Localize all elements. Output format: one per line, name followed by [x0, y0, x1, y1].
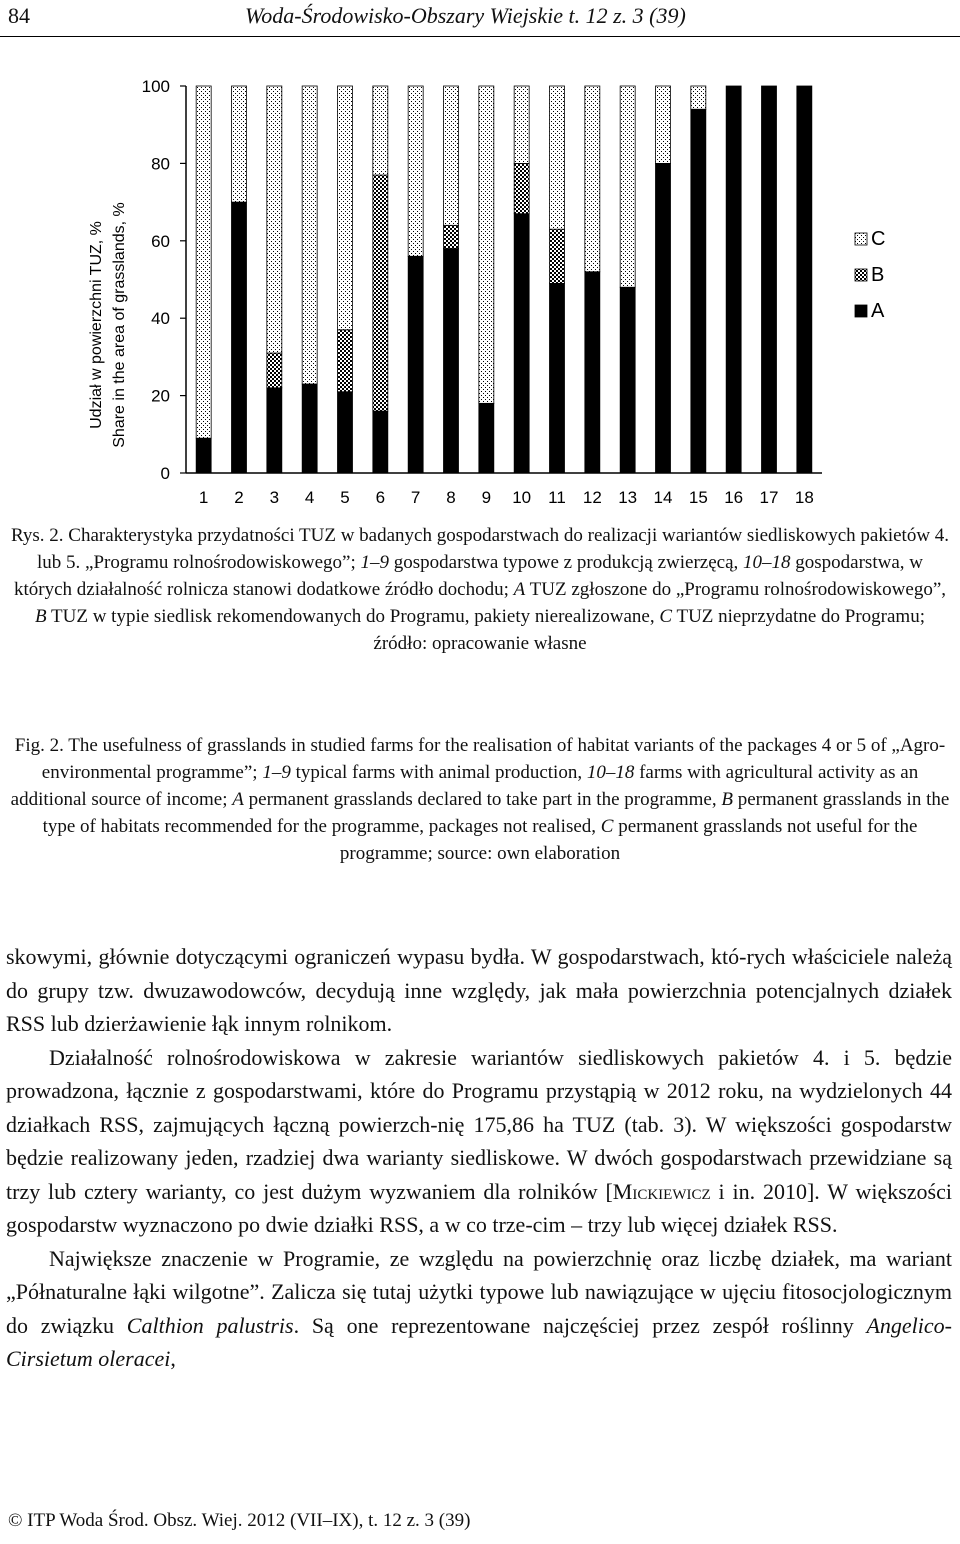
paragraph-text: Największe znaczenie w Programie, ze względu na powierzchnię oraz liczbę działek, ma wariant „Półnaturalne łąki wilgotne”. Zalicza się tutaj użytki typowe lub nawiązujące w ujęciu fitosocjologicznym do związku — [6, 1245, 952, 1338]
legend-label-C: C — [871, 228, 886, 250]
bar-segment-C-4 — [302, 86, 317, 384]
journal-title: Woda-Środowisko-Obszary Wiejskie t. 12 z. 3 (39) — [245, 3, 686, 28]
bar-segment-A-3 — [267, 388, 282, 473]
y-tick-label: 40 — [151, 309, 170, 329]
caption-key: C — [659, 606, 673, 627]
citation-author: Mickiewicz — [612, 1178, 711, 1204]
caption-text: typical farms with animal production, — [290, 762, 587, 783]
caption-text: TUZ w typie siedlisk rekomendowanych do Programu, pakiety nierealizowane, — [46, 606, 660, 627]
bar-segment-C-5 — [338, 86, 353, 330]
x-tick-label: 8 — [446, 488, 456, 507]
paragraph-text: , — [170, 1346, 176, 1371]
caption-label: Rys. 2. — [10, 525, 64, 546]
bar-segment-C-9 — [479, 86, 494, 403]
bar-segment-B-8 — [444, 225, 459, 248]
page-footer: © ITP Woda Środ. Obsz. Wiej. 2012 (VII–IX), t. 12 z. 3 (39) — [8, 1510, 471, 1531]
caption-key: A — [232, 789, 244, 810]
paragraph-text: . Są one reprezentowane najczęściej przez zespół roślinny — [293, 1312, 867, 1338]
caption-key: 10–18 — [586, 762, 635, 783]
bar-segment-C-14 — [656, 86, 671, 163]
x-tick-label: 9 — [481, 488, 492, 507]
bar-segment-C-1 — [196, 86, 211, 438]
bar-segment-A-13 — [620, 287, 635, 473]
paragraph: skowymi, głównie dotyczącymi ograniczeń wypasu bydła. W gospodarstwach, któ-rych właściciele należą do grupy tzw. dwuzawodowców, decydują inne względy, jak mała powierzchnia potencjalnych działek RSS lub dzierżawienie łąk innym rolnikom. — [6, 944, 952, 1036]
caption-text: gospodarstwa typowe z produkcją zwierzęcą, — [389, 552, 744, 573]
bar-segment-A-10 — [514, 214, 529, 473]
y-tick-label: 0 — [160, 464, 170, 483]
legend-swatch-C — [855, 233, 867, 245]
paragraph — [6, 1041, 952, 1242]
caption-text: permanent grasslands in the type of habitats recommended for the programme, packages not realised, — [42, 789, 950, 837]
x-tick-label: 16 — [724, 488, 744, 507]
bar-segment-A-8 — [444, 249, 459, 473]
page-number: 84 — [8, 3, 30, 28]
x-tick-label: 7 — [410, 488, 421, 507]
caption-text: Charakterystyka przydatności TUZ w badanych gospodarstwach do realizacji wariantów siedliskowych pakietów 4. lub 5. „Programu rolnośrodowiskowego”; — [37, 525, 950, 573]
bar-segment-A-17 — [762, 86, 777, 473]
figure-caption-en — [8, 732, 952, 867]
bar-segment-A-5 — [338, 392, 353, 473]
caption-text: permanent grasslands declared to take part in the programme, — [243, 789, 722, 810]
x-tick-label: 13 — [618, 488, 638, 507]
legend-label-A: A — [871, 300, 885, 322]
x-tick-label: 18 — [794, 488, 814, 507]
caption-key: 10–18 — [743, 552, 791, 573]
legend-label-B: B — [871, 264, 885, 286]
page-header — [0, 0, 960, 37]
x-tick-label: 4 — [304, 488, 315, 507]
bar-segment-A-1 — [196, 438, 211, 473]
x-tick-label: 12 — [582, 488, 602, 507]
bar-segment-B-10 — [514, 163, 529, 213]
bar-segment-C-10 — [514, 86, 529, 163]
x-tick-label: 1 — [198, 488, 209, 507]
bar-segment-A-18 — [797, 86, 812, 473]
x-tick-label: 11 — [548, 488, 566, 507]
legend-swatch-A — [855, 305, 867, 317]
y-tick-label: 100 — [141, 77, 170, 96]
paragraph — [6, 1242, 952, 1376]
x-tick-label: 15 — [688, 488, 708, 507]
bar-segment-A-4 — [302, 384, 317, 473]
caption-text: permanent grasslands not useful for the programme; source: own elaboration — [339, 816, 918, 864]
bar-segment-A-2 — [232, 202, 247, 473]
caption-text: farms with agricultural activity as an additional source of income; — [10, 762, 919, 810]
x-tick-label: 5 — [340, 488, 350, 507]
species-name: Angelico-Cirsietum oleracei — [6, 1312, 952, 1371]
x-tick-label: 10 — [512, 488, 532, 507]
bar-segment-A-6 — [373, 411, 388, 473]
y-tick-label: 80 — [151, 154, 170, 174]
bar-segment-C-7 — [408, 86, 423, 256]
caption-text: TUZ nieprzydatne do Programu; źródło: opracowanie własne — [373, 606, 925, 654]
y-tick-label: 60 — [151, 231, 170, 251]
stacked-bar-chart — [0, 50, 960, 520]
x-tick-label: 2 — [234, 488, 244, 507]
caption-text: The usefulness of grasslands in studied farms for the realisation of habitat variants of the packages 4 or 5 of „Agro-environmental programme”; — [41, 735, 946, 783]
y-axis-label-en: Share in the area of grasslands, % — [111, 202, 128, 448]
bar-segment-A-14 — [656, 163, 671, 473]
y-axis-label-pl: Udział w powierzchni TUZ, % — [88, 221, 105, 429]
species-name: Calthion palustris — [126, 1312, 294, 1338]
bar-segment-C-11 — [550, 86, 565, 229]
bar-segment-C-8 — [444, 86, 459, 225]
y-tick-label: 20 — [151, 386, 170, 406]
x-tick-label: 14 — [653, 488, 673, 507]
x-tick-label: 3 — [269, 488, 280, 507]
bar-segment-A-15 — [691, 109, 706, 473]
x-tick-label: 6 — [375, 488, 386, 507]
bar-segment-B-6 — [373, 175, 388, 411]
paragraph-text: i in. 2010]. W większości gospodarstw wyznaczono po dwie działki RSS, a w co trze-cim – trzy lub więcej działek RSS. — [6, 1178, 952, 1237]
bar-segment-C-15 — [691, 86, 706, 109]
paragraph-text: Działalność rolnośrodowiskowa w zakresie wariantów siedliskowych pakietów 4. i 5. będzie prowadzona, łącznie z gospodarstwami, które do Programu przystąpią w 2012 roku, na wydzielonych 44 działkach RSS, zajmujących łączną powierzch-nię 175,86 ha TUZ (tab. 3). W większości gospodarstw będzie realizowany jeden, rzadziej dwa warianty siedliskowe. W dwóch gospodarstwach przewidziane są trzy lub cztery warianty, co jest dużym wyzwaniem dla rolników [ — [6, 1044, 952, 1204]
body-text — [6, 940, 952, 1376]
caption-key: 1–9 — [262, 762, 291, 783]
bar-segment-A-9 — [479, 403, 494, 473]
bar-segment-B-5 — [338, 330, 353, 392]
caption-key: 1–9 — [360, 552, 390, 573]
bar-segment-A-11 — [550, 283, 565, 473]
bar-segment-C-6 — [373, 86, 388, 175]
bar-segment-C-2 — [232, 86, 247, 202]
caption-key: B — [721, 789, 733, 810]
legend-swatch-B — [855, 269, 867, 281]
caption-key: A — [513, 579, 526, 600]
figure-caption-pl — [8, 522, 952, 657]
caption-label: Fig. 2. — [14, 735, 64, 756]
bar-segment-C-3 — [267, 86, 282, 353]
bar-segment-A-7 — [408, 256, 423, 473]
bar-segment-C-12 — [585, 86, 600, 272]
caption-key: B — [35, 606, 47, 627]
x-tick-label: 17 — [759, 488, 779, 507]
bar-segment-C-13 — [620, 86, 635, 287]
caption-text: gospodarstwa, w których działalność rolnicza stanowi dodatkowe źródło dochodu; — [13, 552, 923, 600]
bar-segment-B-3 — [267, 353, 282, 388]
caption-key: C — [600, 816, 614, 837]
bar-segment-B-11 — [550, 229, 565, 283]
bar-segment-A-16 — [726, 86, 741, 473]
bar-segment-A-12 — [585, 272, 600, 473]
caption-text: TUZ zgłoszone do „Programu rolnośrodowiskowego”, — [525, 579, 947, 600]
